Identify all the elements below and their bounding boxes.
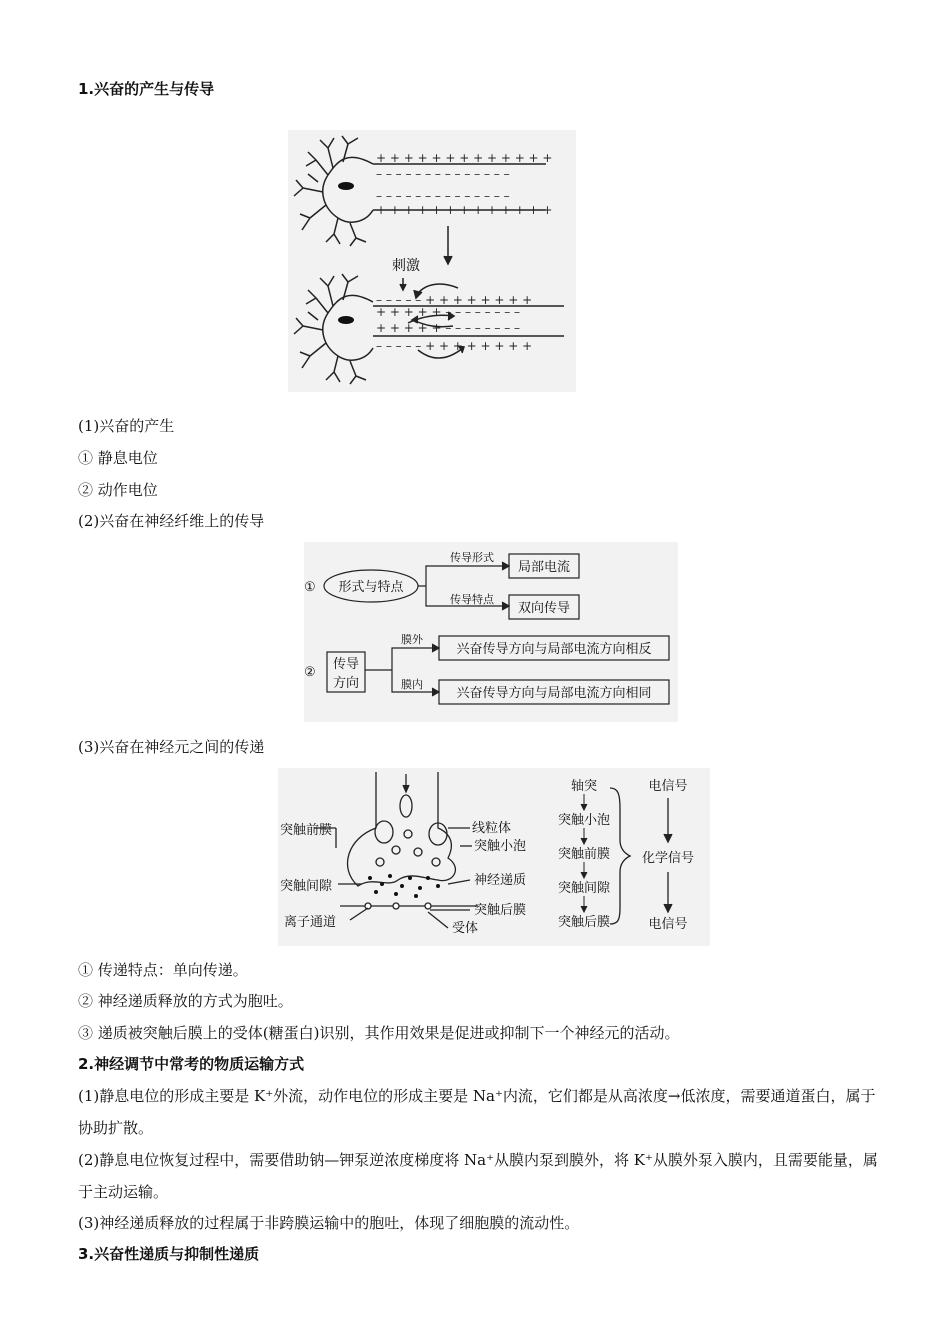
- subheading-transmission-between-neurons: (3)兴奋在神经元之间的传递: [78, 738, 265, 756]
- charge-row: – – – – – + + + + + + + +: [376, 339, 533, 353]
- neurotransmitter: [436, 884, 440, 888]
- vesicle: [392, 846, 400, 854]
- receptor: [425, 903, 431, 909]
- neuron-potential-figure: [288, 130, 576, 392]
- synapse-label: 线粒体: [472, 821, 512, 836]
- charge-row: + + + + + – – – – – – – –: [376, 305, 521, 319]
- flow-step: 轴突: [570, 779, 598, 794]
- charge-row: + + + + + + + + + + + + +: [376, 151, 553, 165]
- branch-label: 传导特点: [450, 593, 494, 606]
- marker-2: ②: [304, 665, 316, 680]
- synapse-label: 突触后膜: [474, 903, 527, 918]
- nucleus-top: [338, 182, 354, 190]
- neurotransmitter: [388, 874, 392, 878]
- neurotransmitter: [408, 876, 412, 880]
- stimulus-label: 刺激: [392, 258, 420, 274]
- branch-label: 膜内: [401, 678, 423, 691]
- synapse-label: 突触小泡: [474, 839, 527, 854]
- section-heading-3: 3.兴奋性递质与抑制性递质: [78, 1245, 260, 1263]
- nucleus-bottom: [338, 316, 354, 324]
- receptor: [393, 903, 399, 909]
- signal-type: 化学信号: [641, 851, 695, 866]
- leaf-label: 双向传导: [517, 601, 571, 616]
- neuron-potential-svg: [288, 130, 576, 392]
- synapse-label: 受体: [452, 921, 479, 936]
- vesicle: [376, 858, 384, 866]
- charge-row: + + + + + + + + + + + + +: [376, 203, 553, 217]
- charge-row: – – – – – – – – – – – – – –: [376, 167, 510, 181]
- concept-map-svg: [304, 542, 678, 722]
- presynaptic-terminal: [348, 772, 456, 886]
- soma-outline-bottom: [323, 295, 373, 360]
- charge-row: – – – – – – – – – – – – – –: [376, 189, 510, 203]
- branch-label: 膜外: [401, 633, 423, 646]
- neurotransmitter: [418, 886, 422, 890]
- neurotransmitter: [400, 884, 404, 888]
- list-item: ② 神经递质释放的方式为胞吐。: [78, 992, 293, 1010]
- conduction-concept-map: [304, 542, 678, 722]
- flow-step: 突触前膜: [557, 847, 611, 862]
- synapse-svg: [278, 768, 710, 946]
- signal-type: 电信号: [648, 779, 688, 794]
- neurotransmitter: [374, 890, 378, 894]
- mitochondrion-left: [375, 821, 393, 843]
- neurotransmitter: [426, 876, 430, 880]
- neurotransmitter: [368, 876, 372, 880]
- vesicle: [432, 858, 440, 866]
- list-item: ③ 递质被突触后膜上的受体(糖蛋白)识别，其作用效果是促进或抑制下一个神经元的活动。: [78, 1024, 680, 1042]
- vesicle-mito: [400, 795, 412, 817]
- synapse-label: 突触前膜: [280, 823, 333, 838]
- leaf-label: 局部电流: [517, 560, 571, 575]
- synapse-label: 神经递质: [474, 873, 527, 888]
- neurotransmitter: [414, 894, 418, 898]
- signal-type: 电信号: [648, 917, 688, 932]
- dendrites-top: [294, 136, 366, 246]
- list-item: ① 静息电位: [78, 449, 158, 467]
- neurotransmitter: [380, 882, 384, 886]
- flow-step: 突触间隙: [557, 881, 611, 896]
- list-item: ② 动作电位: [78, 481, 158, 499]
- synapse-label: 突触间隙: [280, 879, 333, 894]
- charge-row: – – – – – + + + + + + + +: [376, 293, 533, 307]
- leaf-label: 兴奋传导方向与局部电流方向相反: [456, 642, 652, 657]
- synapse-label: 离子通道: [284, 915, 337, 930]
- subheading-conduction-on-fiber: (2)兴奋在神经纤维上的传导: [78, 512, 265, 530]
- leaf-label: 兴奋传导方向与局部电流方向相同: [456, 686, 652, 701]
- flow-step: 突触小泡: [557, 813, 611, 828]
- branch-label: 传导形式: [450, 551, 494, 564]
- paragraph: (3)神经递质释放的过程属于非跨膜运输中的胞吐，体现了细胞膜的流动性。: [78, 1214, 580, 1232]
- node2-label-line2: 方向: [332, 676, 360, 691]
- vesicle: [404, 830, 412, 838]
- synapse-figure: [278, 768, 710, 946]
- node2-label-line1: 传导: [332, 657, 360, 672]
- marker-1: ①: [304, 580, 316, 595]
- paragraph: (2)静息电位恢复过程中，需要借助钠—钾泵逆浓度梯度将 Na⁺从膜内泵到膜外，将 K⁺从膜外泵入膜内，且需要能量，属于主动运输。: [78, 1151, 878, 1201]
- paragraph: (1)静息电位的形成主要是 K⁺外流，动作电位的形成主要是 Na⁺内流，它们都是从高浓度→低浓度，需要通道蛋白，属于协助扩散。: [78, 1087, 876, 1137]
- brace: [610, 788, 630, 924]
- section-heading-2: 2.神经调节中常考的物质运输方式: [78, 1055, 305, 1073]
- charge-row: + + + + + – – – – – – – –: [376, 321, 521, 335]
- node1-label: 形式与特点: [338, 580, 404, 595]
- subheading-excitation-generation: (1)兴奋的产生: [78, 417, 175, 435]
- list-item: ① 传递特点：单向传递。: [78, 961, 248, 979]
- flow-step: 突触后膜: [557, 915, 611, 930]
- neurotransmitter: [394, 892, 398, 896]
- vesicle: [414, 848, 422, 856]
- section-heading-1: 1.兴奋的产生与传导: [78, 80, 215, 98]
- dendrites-bottom: [294, 274, 366, 384]
